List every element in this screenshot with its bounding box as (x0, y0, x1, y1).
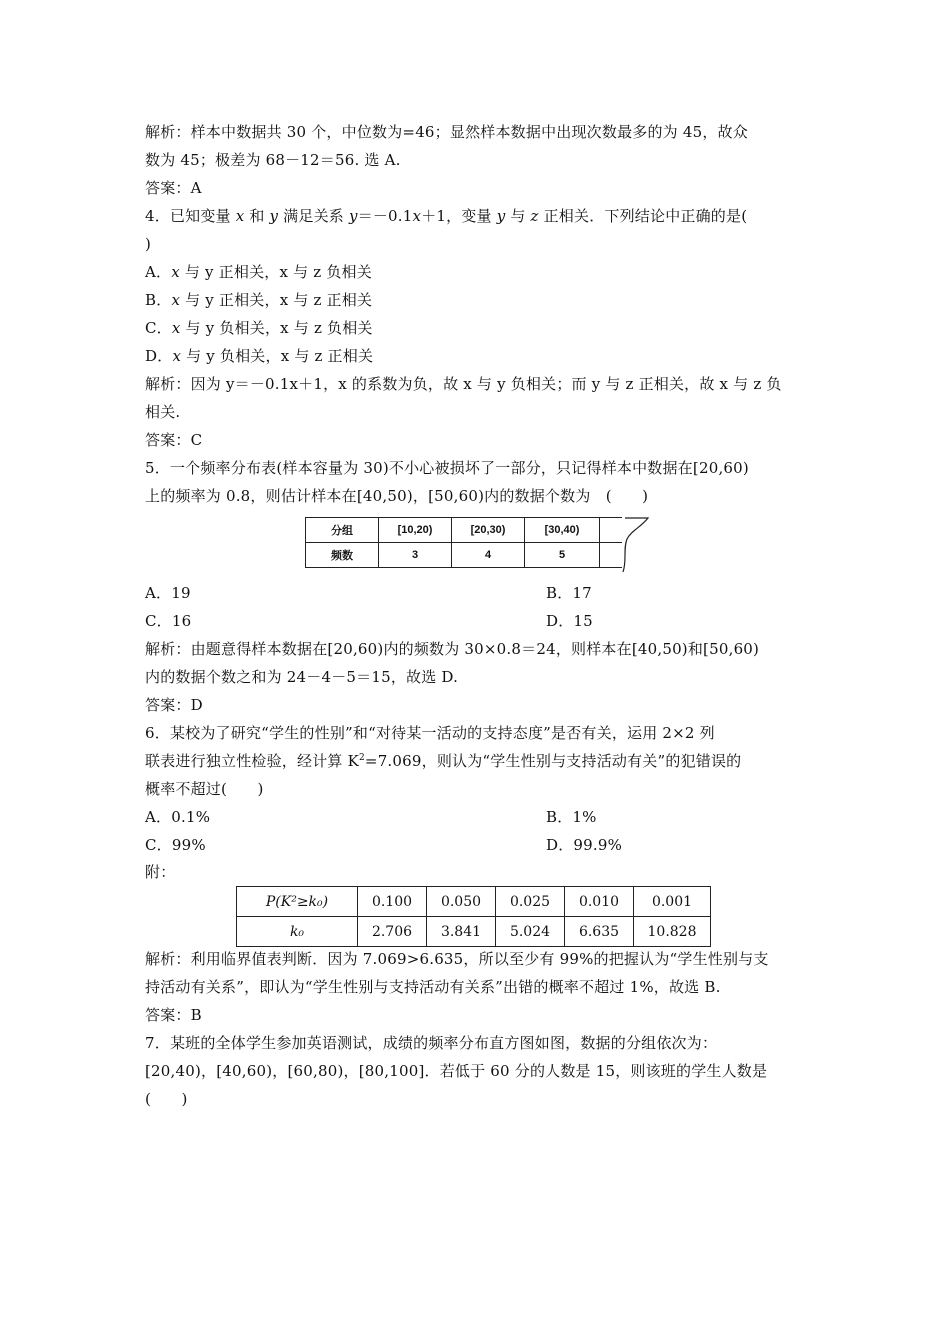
torn-edge (305, 517, 650, 573)
q4-option-b: B．x 与 y 正相关，x 与 z 正相关 (145, 291, 373, 309)
q4-stem-line2: ) (145, 235, 152, 253)
q3-solution-line1: 解析：样本中数据共 30 个，中位数为=46；显然样本数据中出现次数最多的为 45，故众 (145, 123, 748, 141)
freq-header-10-20: [10,20) (379, 518, 452, 543)
freq-value-3: 5 (525, 543, 600, 568)
q5-solution-line1: 解析：由题意得样本数据在[20,60)内的频数为 30×0.8＝24，则样本在[40,50)和[50,60) (145, 640, 760, 658)
crit-k-5: 10.828 (634, 917, 711, 947)
crit-k-2: 3.841 (427, 917, 496, 947)
crit-p-2: 0.050 (427, 887, 496, 917)
q4-option-c: C．x 与 y 负相关，x 与 z 负相关 (145, 319, 373, 337)
q6-option-d: D．99.9% (546, 836, 623, 854)
q6-stem-line1: 6．某校为了研究“学生的性别”和“对待某一活动的支持态度”是否有关，运用 2×2 列 (145, 724, 715, 742)
frequency-table (305, 517, 650, 571)
q5-option-c: C．16 (145, 612, 192, 630)
crit-p-4: 0.010 (565, 887, 634, 917)
q6-stem-line2: 联表进行独立性检验，经计算 $K^2=7.069$，则认为“学生性别与支持活动有关”的犯错误的 (145, 752, 742, 770)
crit-label-k: k₀ (237, 917, 358, 947)
q5-answer: 答案：D (145, 696, 203, 714)
q5-solution-line2: 内的数据个数之和为 24－4－5＝15，故选 D. (145, 668, 459, 686)
critical-value-table (236, 886, 711, 947)
q3-solution-line2: 数为 45；极差为 68－12＝56. 选 A. (145, 151, 401, 169)
q6-solution-line1: 解析：利用临界值表判断．因为 7.069>6.635，所以至少有 99%的把握认为“学生性别与支 (145, 950, 769, 968)
crit-k-3: 5.024 (496, 917, 565, 947)
q6-option-a: A．0.1% (145, 808, 211, 826)
crit-k-1: 2.706 (358, 917, 427, 947)
q5-stem-line1: 5．一个频率分布表(样本容量为 30)不小心被损坏了一部分，只记得样本中数据在[20,60) (145, 459, 749, 477)
freq-value-2: 4 (452, 543, 525, 568)
q6-answer: 答案：B (145, 1006, 202, 1024)
q7-stem-line3: ( ) (145, 1090, 188, 1108)
q5-option-d: D．15 (546, 612, 593, 630)
q5-option-a: A．19 (145, 584, 191, 602)
q5-option-b: B．17 (546, 584, 592, 602)
q6-option-b: B．1% (546, 808, 597, 826)
crit-p-3: 0.025 (496, 887, 565, 917)
q6-appendix: 附： (145, 863, 176, 881)
crit-k-4: 6.635 (565, 917, 634, 947)
freq-header-group: 分组 (306, 518, 379, 543)
q6-option-c: C．99% (145, 836, 206, 854)
q7-stem-line1: 7．某班的全体学生参加英语测试，成绩的频率分布直方图如图，数据的分组依次为： (145, 1034, 718, 1052)
crit-label-p: P(K²≥k₀) (237, 887, 358, 917)
q7-stem-line2: [20,40)，[40,60)，[60,80)，[80,100]．若低于 60 分的人数是 15，则该班的学生人数是 (145, 1062, 768, 1080)
q3-answer: 答案：A (145, 179, 202, 197)
freq-value-1: 3 (379, 543, 452, 568)
q4-answer: 答案：C (145, 431, 203, 449)
freq-header-30-40: [30,40) (525, 518, 600, 543)
q4-option-d: D．x 与 y 负相关，x 与 z 正相关 (145, 347, 374, 365)
freq-row-label: 频数 (306, 543, 379, 568)
q4-solution-line2: 相关. (145, 403, 181, 421)
q6-stem-line3: 概率不超过( ) (145, 780, 264, 798)
q4-stem: 4．已知变量 x 和 y 满足关系 y＝－0.1x＋1，变量 y 与 z 正相关．下列结论中正确的是( (145, 207, 748, 225)
crit-p-1: 0.100 (358, 887, 427, 917)
q5-stem-line2: 上的频率为 0.8，则估计样本在[40,50)，[50,60)内的数据个数为 ( ) (145, 487, 649, 505)
q6-solution-line2: 持活动有关系”，即认为“学生性别与支持活动有关系”出错的概率不超过 1%，故选 B. (145, 978, 721, 996)
q4-solution-line1: 解析：因为 y＝－0.1x＋1，x 的系数为负，故 x 与 y 负相关；而 y 与 z 正相关，故 x 与 z 负 (145, 375, 782, 393)
crit-p-5: 0.001 (634, 887, 711, 917)
freq-header-20-30: [20,30) (452, 518, 525, 543)
q4-option-a: A．x 与 y 正相关，x 与 z 负相关 (145, 263, 372, 281)
